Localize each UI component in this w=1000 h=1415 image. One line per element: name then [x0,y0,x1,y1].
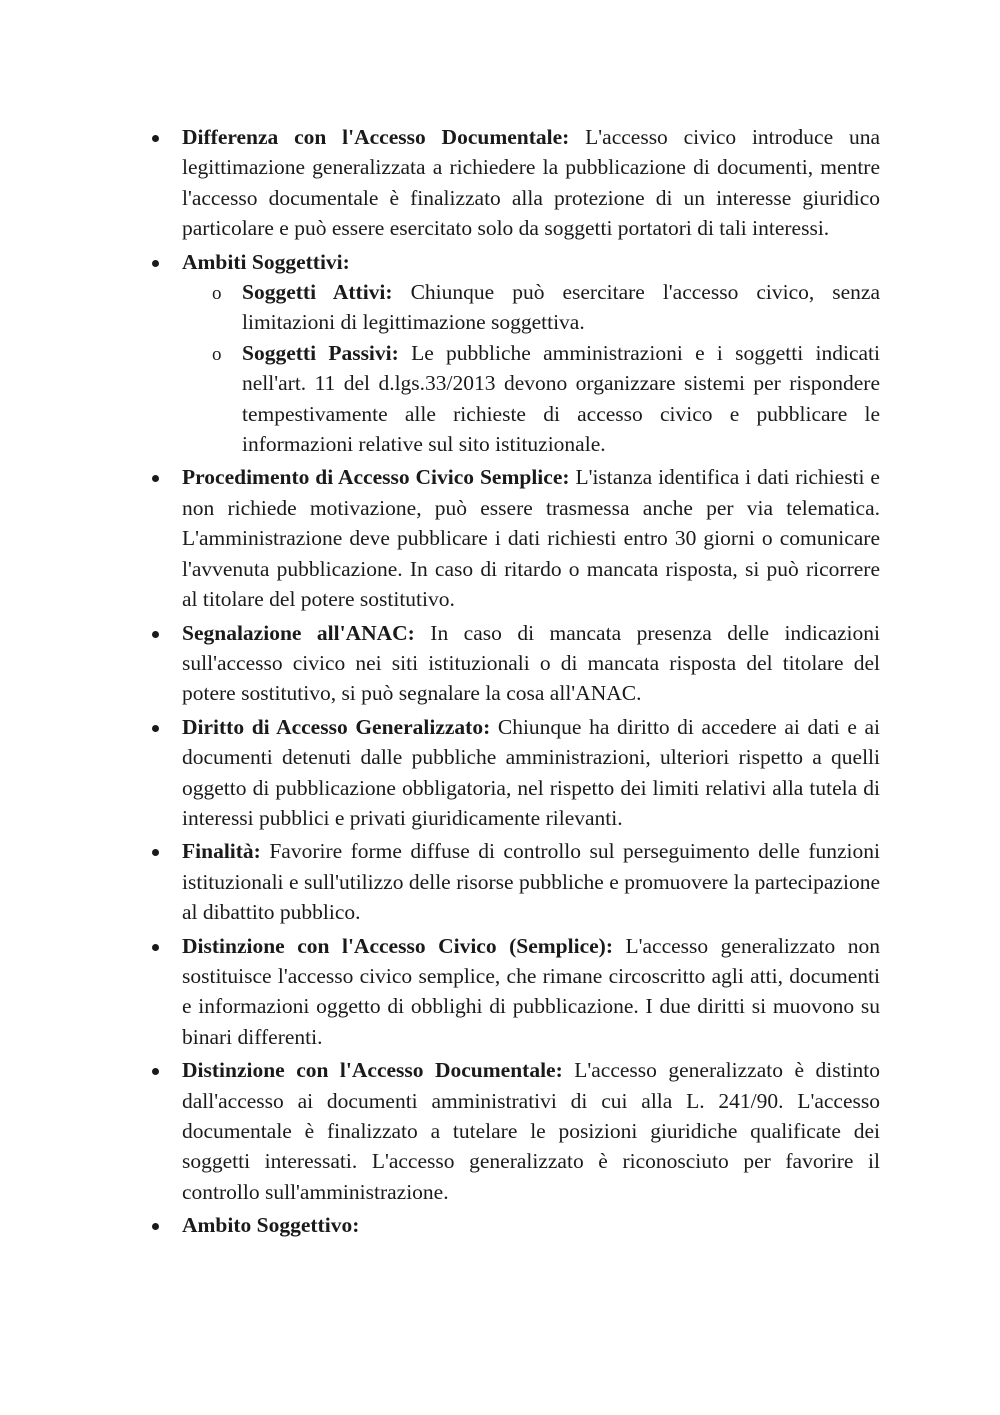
item-body: Favorire forme diffuse di controllo sul perseguimento delle funzioni istituzionali e sull'utilizzo delle risorse pubbliche e promuovere la partecipazione al dibattito pubblico. [182,839,880,925]
bullet-icon [152,1223,159,1230]
item-body: Le pubbliche amministrazioni e i soggetti indicati nell'art. 11 del d.lgs.33/2013 devono organizzare sistemi per rispondere tempestivamente alle richieste di accesso civico e pubblicare le informazioni relative sul sito istituzionale. [242,340,880,457]
list-item-text [182,712,880,834]
item-body: L'accesso civico introduce una legittimazione generalizzata a richiedere la pubblicazione di documenti, mentre l'accesso documentale è finalizzato alla protezione di un interesse giuridico particolare e può essere esercitato solo da soggetti portatori di tali interessi. [182,125,880,241]
item-term: Procedimento di Accesso Civico Semplice: [182,465,570,490]
list-item [152,836,880,927]
item-body: L'accesso generalizzato è distinto dall'accesso ai documenti amministrativi di cui alla L. 241/90. L'accesso documentale è finalizzato a tutelare le posizioni giuridiche qualificate dei soggetti interessati. L'accesso generalizzato è riconosciuto per favorire il controllo sull'amministrazione. [182,1058,880,1204]
circle-bullet-icon: o [212,283,222,305]
item-term: Ambito Soggettivo: [182,1213,360,1238]
list-item [152,618,880,709]
item-term: Ambiti Soggettivi: [182,249,350,274]
list-item-text [182,247,880,277]
list-item [152,931,880,1053]
item-term: Diritto di Accesso Generalizzato: [182,714,491,739]
sub-list [182,277,880,459]
item-term: Finalità: [182,839,261,864]
bullet-icon [152,475,159,482]
item-term: Soggetti Attivi: [242,280,393,305]
list-item [152,1210,880,1240]
list-item [152,462,880,614]
list-item-text [182,462,880,614]
sub-list-item-text [242,277,880,338]
item-term: Distinzione con l'Accesso Civico (Semplice): [182,933,613,958]
circle-bullet-icon: o [212,343,222,365]
item-term: Segnalazione all'ANAC: [182,620,415,645]
sub-list-item [212,277,880,338]
list-item [152,122,880,244]
item-term: Differenza con l'Accesso Documentale: [182,125,570,149]
item-body: L'istanza identifica i dati richiesti e non richiede motivazione, può essere trasmessa anche per via telematica. L'amministrazione deve pubblicare i dati richiesti entro 30 giorni o comunicare l'avvenuta pubblicazione. In caso di ritardo o mancata risposta, si può ricorrere al titolare del potere sostitutivo. [182,465,880,612]
bullet-icon [152,849,159,856]
bullet-icon [152,260,159,267]
bullet-icon [152,135,159,142]
item-body: Chiunque ha diritto di accedere ai dati e ai documenti detenuti dalle pubbliche amministrazioni, ulteriori rispetto a quelli oggetto di pubblicazione obbligatoria, nel rispetto dei limiti relativi alla tutela di interessi pubblici e privati giuridicamente rilevanti. [182,714,880,830]
list-item-text [182,122,880,244]
item-body: In caso di mancata presenza delle indicazioni sull'accesso civico nei siti istituzionali o di mancata risposta del titolare del potere sostitutivo, si può segnalare la cosa all'ANAC. [182,620,880,706]
bullet-icon [152,725,159,732]
list-item-text [182,836,880,927]
document-body [152,122,880,1244]
bullet-list [152,122,880,1241]
list-item [152,1055,880,1207]
bullet-icon [152,944,159,951]
item-body: L'accesso generalizzato non sostituisce l'accesso civico semplice, che rimane circoscritto agli atti, documenti e informazioni oggetto di obblighi di pubblicazione. I due diritti si muovono su binari differenti. [182,933,881,1049]
sub-list-item-text [242,338,880,460]
item-term: Distinzione con l'Accesso Documentale: [182,1058,563,1083]
sub-list-item [212,338,880,460]
list-item-text [182,931,880,1053]
list-item-text [182,618,880,709]
list-item [152,247,880,460]
list-item-text [182,1210,880,1240]
bullet-icon [152,631,159,638]
item-body: Chiunque può esercitare l'accesso civico, senza limitazioni di legittimazione soggettiva. [242,280,881,335]
item-term: Soggetti Passivi: [242,340,399,365]
list-item [152,712,880,834]
list-item-text [182,1055,880,1207]
bullet-icon [152,1068,159,1075]
